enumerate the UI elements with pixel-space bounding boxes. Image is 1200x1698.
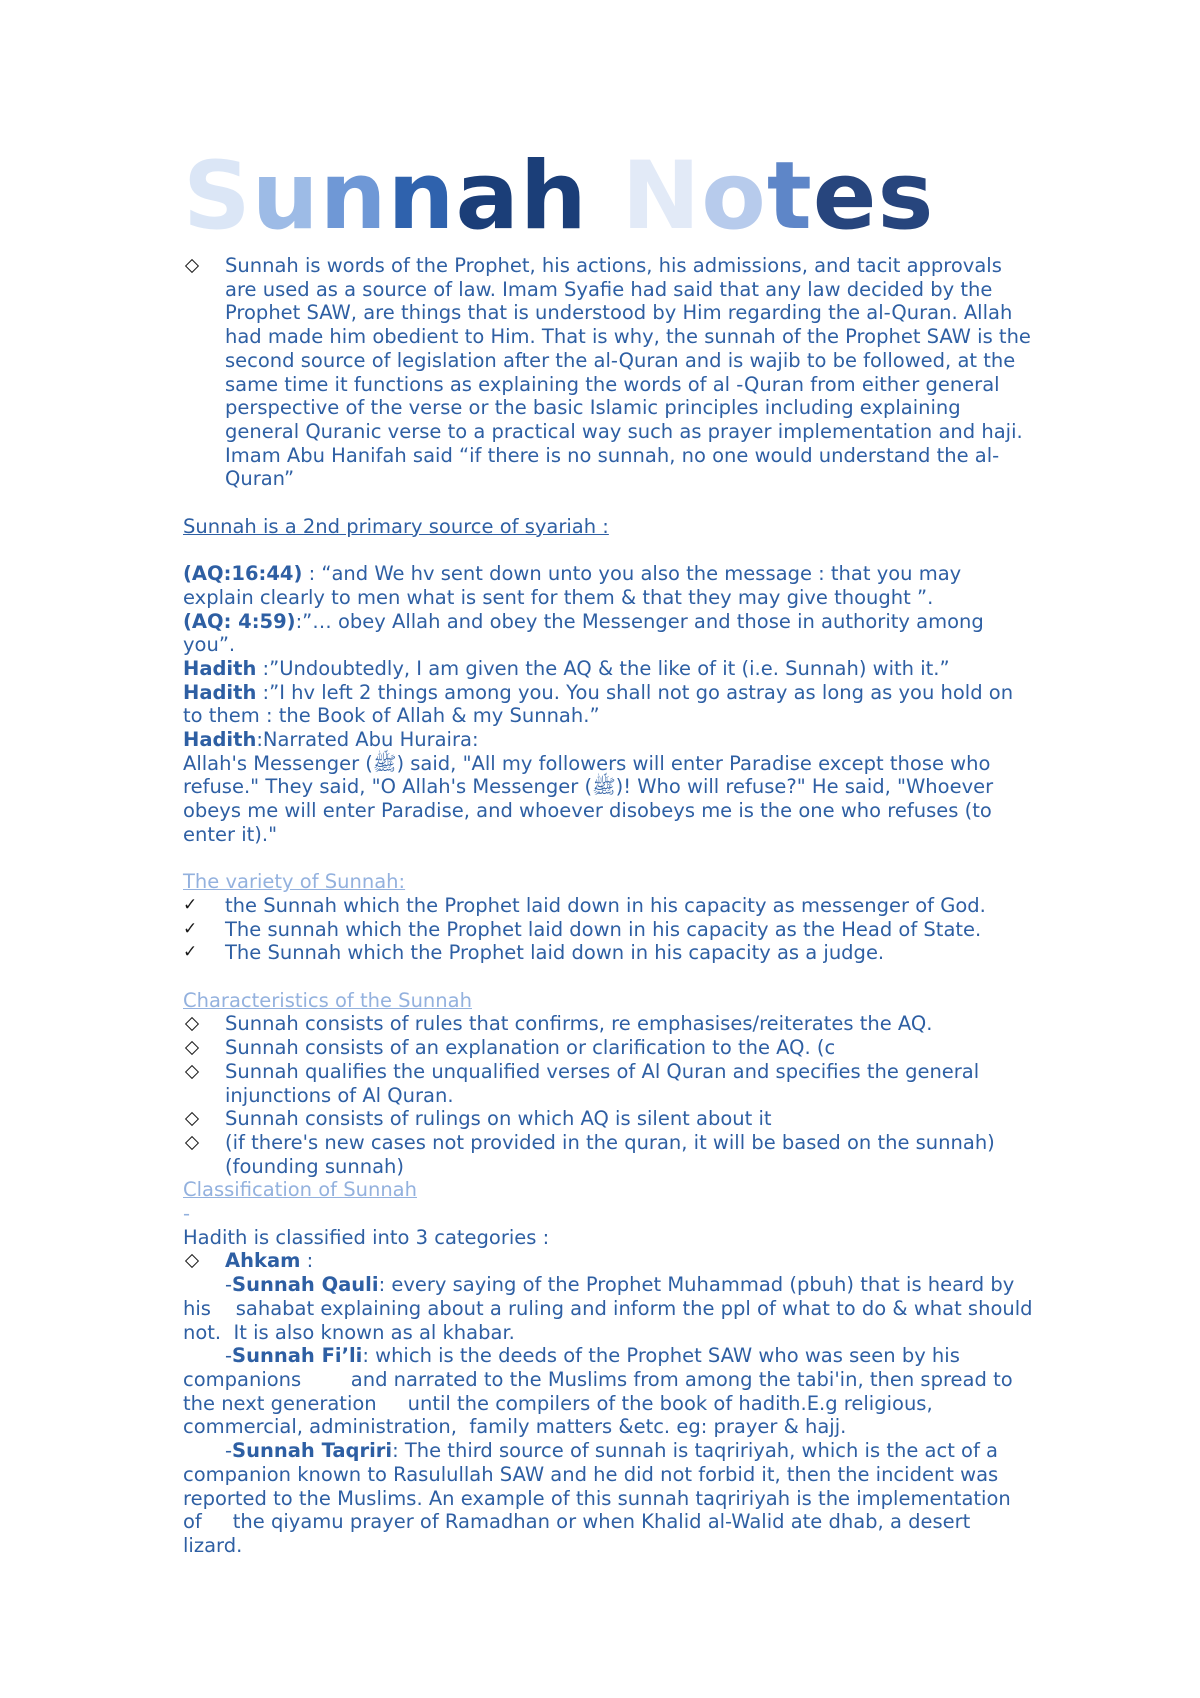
title-char: n — [319, 142, 388, 251]
checkmark-icon: ✓ — [183, 918, 198, 939]
evidence-text: :”… obey Allah and obey the Messenger and those in authority among you”. — [183, 609, 984, 657]
title-char: N — [621, 142, 702, 251]
variety-item: the Sunnah which the Prophet laid down in his capacity as messenger of God. — [225, 893, 986, 917]
title-char: s — [877, 142, 935, 251]
taqriri-label: Sunnah Taqriri — [232, 1439, 393, 1463]
diamond-bullet-icon — [183, 1131, 203, 1156]
evidence-text: :”Undoubtedly, I am given the AQ & the like of it (i.e. Sunnah) with it.” — [256, 656, 950, 680]
qauli-paragraph: -Sunnah Qauli: every saying of the Prophet Muhammad (pbuh) that is heard by his sahabat explaining about a ruling and inform the ppl of what to do & what should not. It is also known as al khabar. — [183, 1273, 1039, 1344]
source-heading: Sunnah is a 2nd primary source of syariah : — [183, 514, 609, 538]
list-item — [183, 941, 1033, 965]
characteristic-item: Sunnah consists of rules that confirms, re emphasises/reiterates the AQ. — [225, 1012, 933, 1036]
diamond-bullet-icon — [183, 1036, 203, 1061]
evidence-label: (AQ:16:44) — [183, 562, 303, 586]
classification-dash: - — [183, 1202, 191, 1226]
characteristic-item: Sunnah consists of an explanation or clarification to the AQ. (c — [225, 1036, 836, 1060]
evidence-item — [183, 728, 1033, 752]
fili-text: : which is the deeds of the Prophet SAW who was seen by his companions and narrated to the Muslims from among the tabi'in, then spread to the next generation until the compilers of the book of hadith.E.g religious, commercial, administration, family matters &etc. eg: prayer & hajj. — [183, 1344, 1019, 1439]
fili-paragraph: -Sunnah Fi’li: which is the deeds of the Prophet SAW who was seen by his companions and narrated to the Muslims from among the tabi'in, then spread to the next generation until the compilers of the book of hadith.E.g religious, commercial, administration, family matters &etc. eg: prayer & hajj. — [183, 1344, 1019, 1439]
list-item — [183, 1107, 1033, 1131]
title-char: u — [251, 142, 320, 251]
evidence-text: : “and We hv sent down unto you also the message : that you may explain clearly to men what is sent for them & that they may give thought ”. — [183, 562, 962, 609]
characteristic-item: (if there's new cases not provided in the quran, it will be based on the sunnah) (founding sunnah) — [225, 1130, 995, 1178]
evidence-item — [183, 681, 1033, 728]
taqriri-text: : The third source of sunnah is taqririyah, which is the act of a companion known to Rasulullah SAW and he did not forbid it, then the incident was reported to the Muslims. An example of this sunnah taqririyah is the implementation of the qiyamu prayer of Ramadhan or when Khalid al-Walid ate dhab, a desert lizard. — [183, 1439, 1042, 1557]
title-char: S — [183, 142, 252, 251]
title-char: o — [701, 142, 767, 251]
fili-label: Sunnah Fi’li — [232, 1344, 363, 1368]
evidence-label: Hadith — [183, 680, 257, 704]
evidence-label: Hadith — [183, 656, 257, 680]
variety-list — [183, 894, 1033, 965]
variety-item: The sunnah which the Prophet laid down in his capacity as the Head of State. — [225, 917, 982, 941]
qauli-label: Sunnah Qauli — [232, 1273, 379, 1297]
title-char: n — [387, 142, 456, 251]
ahkam-list — [183, 1249, 1033, 1273]
list-item — [183, 1131, 1033, 1178]
evidence-item — [183, 657, 1033, 681]
diamond-bullet-icon — [183, 1107, 203, 1132]
list-item — [183, 918, 1033, 942]
diamond-bullet-icon — [183, 1012, 203, 1037]
title-char: t — [766, 142, 813, 251]
variety-item: The Sunnah which the Prophet laid down in his capacity as a judge. — [225, 941, 885, 965]
evidence-text: :Narrated Abu Huraira: — [256, 728, 479, 752]
list-item — [183, 1036, 1033, 1060]
ahkam-suffix: : — [300, 1249, 314, 1273]
title-char: a — [455, 142, 520, 251]
ahkam-label: Ahkam — [225, 1249, 301, 1273]
page-title — [183, 142, 1033, 251]
diamond-bullet-icon — [183, 254, 203, 279]
classification-heading: Classification of Sunnah — [183, 1178, 417, 1202]
classification-intro: Hadith is classified into 3 categories : — [183, 1225, 550, 1249]
document-page — [183, 142, 1042, 1558]
characteristics-heading: Characteristics of the Sunnah — [183, 988, 472, 1012]
qauli-text: : every saying of the Prophet Muhammad (pbuh) that is heard by his sahabat explaining about a ruling and inform the ppl of what to do & what should not. It is also known as al khabar. — [183, 1273, 1039, 1344]
variety-heading: The variety of Sunnah: — [183, 870, 406, 894]
evidence-item — [183, 562, 1033, 609]
evidence-text: :”I hv left 2 things among you. You shall not go astray as long as you hold on to them : the Book of Allah & my Sunnah.” — [183, 680, 1014, 728]
intro-text: Sunnah is words of the Prophet, his actions, his admissions, and tacit approvals are used as a source of law. Imam Syafie had said that any law decided by the Prophet SAW, are things that is understood by Him regarding the al-Quran. Allah had made him obedient to Him. That is why, the sunnah of the Prophet SAW is the second source of legislation after the al-Quran and is wajib to be followed, at the same time it functions as explaining the words of al -Quran from either general perspective of the verse or the basic Islamic principles including explaining general Quranic verse to a practical way such as prayer implementation and haji. Imam Abu Hanifah said “if there is no sunnah, no one would understand the al-Quran” — [225, 254, 1031, 491]
title-char: e — [812, 142, 878, 251]
list-item — [183, 1249, 1033, 1273]
evidence-item — [183, 610, 1033, 657]
characteristics-list — [183, 1012, 1033, 1178]
list-item — [183, 894, 1033, 918]
diamond-bullet-icon — [183, 1060, 203, 1085]
title-char — [588, 142, 622, 251]
hadith-quote: Allah's Messenger (ﷺ) said, "All my followers will enter Paradise except those who refuse." They said, "O Allah's Messenger (ﷺ)! Who will refuse?" He said, "Whoever obeys me will enter Paradise, and whoever disobeys me is the one who refuses (to enter it)." — [183, 751, 994, 846]
list-item — [183, 1012, 1033, 1036]
diamond-bullet-icon — [183, 1249, 203, 1274]
evidence-label: (AQ: 4:59) — [183, 609, 296, 633]
list-item — [183, 1060, 1033, 1107]
evidence-label: Hadith — [183, 728, 257, 752]
checkmark-icon: ✓ — [183, 942, 198, 963]
intro-list — [183, 254, 1033, 491]
taqriri-paragraph: -Sunnah Taqriri: The third source of sunnah is taqririyah, which is the act of a companion known to Rasulullah SAW and he did not forbid it, then the incident was reported to the Muslims. An example of this sunnah taqririyah is the implementation of the qiyamu prayer of Ramadhan or when Khalid al-Walid ate dhab, a desert lizard. — [183, 1439, 1042, 1557]
list-item — [183, 254, 1033, 491]
checkmark-icon: ✓ — [183, 894, 198, 915]
title-char: h — [519, 142, 588, 251]
characteristic-item: Sunnah qualifies the unqualified verses of Al Quran and specifies the general injunctions of Al Quran. — [225, 1059, 980, 1107]
characteristic-item: Sunnah consists of rulings on which AQ is silent about it — [225, 1107, 772, 1131]
